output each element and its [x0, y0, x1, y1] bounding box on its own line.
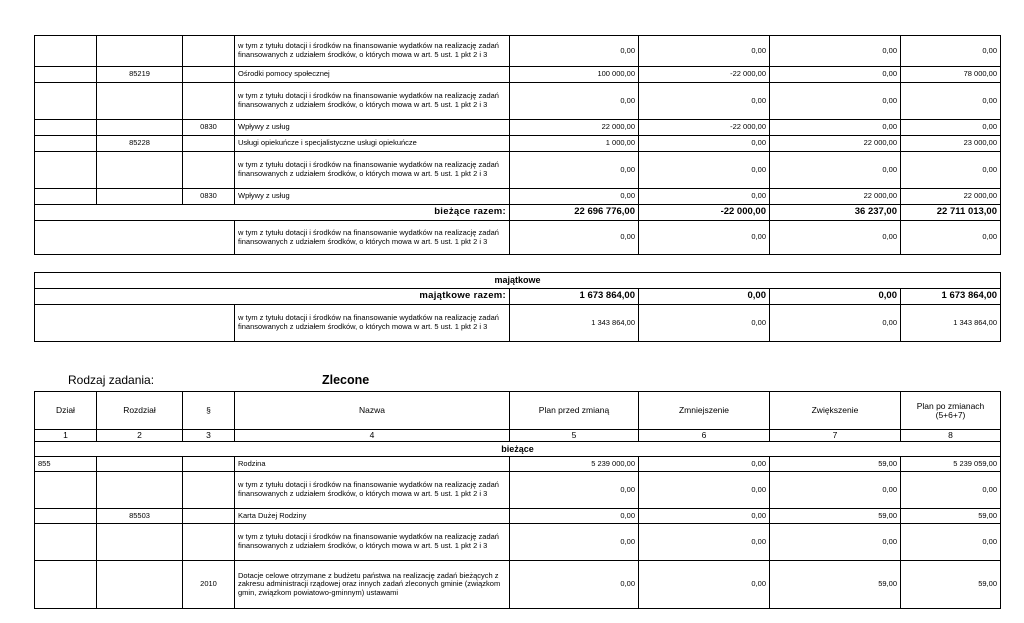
- header-increase: Zwiększenie: [770, 392, 901, 430]
- row-note: w tym z tytułu dotacji i środków na finansowanie wydatków na realizację zadań finansowanych z udziałem środków, o których mowa w art. 5 ust. 1 pkt 2 i 3: [235, 524, 510, 561]
- table-row: [35, 524, 1001, 561]
- cell-plan-before: 1 343 864,00: [510, 305, 639, 342]
- cell-increase: 0,00: [770, 472, 901, 509]
- colnum: 2: [97, 430, 183, 442]
- row-note: w tym z tytułu dotacji i środków na finansowanie wydatków na realizację zadań finansowanych z udziałem środków, o których mowa w art. 5 ust. 1 pkt 2 i 3: [235, 305, 510, 342]
- cell-nazwa: Wpływy z usług: [235, 189, 510, 205]
- cell-plan-after: 0,00: [901, 221, 1001, 255]
- table-row: [35, 472, 1001, 509]
- header-nazwa: Nazwa: [235, 392, 510, 430]
- table-row: [35, 152, 1001, 189]
- cell-plan-after: 0,00: [901, 36, 1001, 67]
- cell-plan-before: 0,00: [510, 189, 639, 205]
- cell-plan-after: 0,00: [901, 83, 1001, 120]
- cell-plan-before: 0,00: [510, 36, 639, 67]
- sum-row-biezace: [35, 205, 1001, 221]
- row-note: w tym z tytułu dotacji i środków na finansowanie wydatków na realizację zadań finansowanych z udziałem środków, o których mowa w art. 5 ust. 1 pkt 2 i 3: [235, 152, 510, 189]
- table-row: [35, 509, 1001, 524]
- cell-decrease: 0,00: [639, 136, 770, 152]
- table-row: [35, 189, 1001, 205]
- cell-plan-after: 78 000,00: [901, 67, 1001, 83]
- cell-increase: 22 000,00: [770, 136, 901, 152]
- header-paragraf: §: [183, 392, 235, 430]
- colnum: 5: [510, 430, 639, 442]
- sum-plan-after: 22 711 013,00: [901, 205, 1001, 221]
- header-plan-after: Plan po zmianach (5+6+7): [901, 392, 1001, 430]
- table-row: [35, 136, 1001, 152]
- table-row: [35, 457, 1001, 472]
- cell-paragraf: 0830: [183, 189, 235, 205]
- cell-decrease: 0,00: [639, 189, 770, 205]
- cell-plan-before: 0,00: [510, 524, 639, 561]
- cell-plan-after: 59,00: [901, 509, 1001, 524]
- cell-decrease: 0,00: [639, 509, 770, 524]
- cell-plan-before: 0,00: [510, 561, 639, 609]
- cell-increase: 0,00: [770, 67, 901, 83]
- cell-decrease: 0,00: [639, 457, 770, 472]
- cell-increase: 0,00: [770, 305, 901, 342]
- cell-plan-after: 0,00: [901, 472, 1001, 509]
- sum-label: bieżące razem:: [35, 205, 510, 221]
- cell-plan-after: 0,00: [901, 524, 1001, 561]
- sum-row-majatkowe: [35, 289, 1001, 305]
- header-decrease: Zmniejszenie: [639, 392, 770, 430]
- cell-plan-after: 0,00: [901, 120, 1001, 136]
- cell-increase: 59,00: [770, 509, 901, 524]
- cell-rozdzial: 85219: [97, 67, 183, 83]
- cell-increase: 22 000,00: [770, 189, 901, 205]
- task-type-label: Rodzaj zadania:: [68, 373, 155, 387]
- cell-plan-before: 5 239 000,00: [510, 457, 639, 472]
- budget-table-zlecone: [34, 391, 1001, 609]
- table-row: [35, 83, 1001, 120]
- cell-nazwa: Usługi opiekuńcze i specjalistyczne usługi opiekuńcze: [235, 136, 510, 152]
- cell-plan-before: 0,00: [510, 152, 639, 189]
- colnum: 7: [770, 430, 901, 442]
- table-row: [35, 561, 1001, 609]
- cell-decrease: 0,00: [639, 36, 770, 67]
- cell-increase: 0,00: [770, 524, 901, 561]
- column-number-row: [35, 430, 1001, 442]
- row-note: w tym z tytułu dotacji i środków na finansowanie wydatków na realizację zadań finansowanych z udziałem środków, o których mowa w art. 5 ust. 1 pkt 2 i 3: [235, 83, 510, 120]
- cell-decrease: 0,00: [639, 472, 770, 509]
- section-title: majątkowe: [35, 273, 1001, 289]
- cell-increase: 0,00: [770, 120, 901, 136]
- cell-increase: 0,00: [770, 152, 901, 189]
- header-plan-before: Plan przed zmianą: [510, 392, 639, 430]
- cell-decrease: -22 000,00: [639, 67, 770, 83]
- colnum: 4: [235, 430, 510, 442]
- cell-plan-after: 23 000,00: [901, 136, 1001, 152]
- cell-plan-before: 0,00: [510, 509, 639, 524]
- cell-increase: 0,00: [770, 221, 901, 255]
- cell-increase: 0,00: [770, 83, 901, 120]
- cell-plan-before: 100 000,00: [510, 67, 639, 83]
- colnum: 1: [35, 430, 97, 442]
- table-row: [35, 67, 1001, 83]
- sum-label: majątkowe razem:: [35, 289, 510, 305]
- sum-decrease: 0,00: [639, 289, 770, 305]
- cell-nazwa: Ośrodki pomocy społecznej: [235, 67, 510, 83]
- task-type-value: Zlecone: [322, 373, 370, 387]
- cell-decrease: -22 000,00: [639, 120, 770, 136]
- cell-plan-after: 22 000,00: [901, 189, 1001, 205]
- cell-paragraf: 2010: [183, 561, 235, 609]
- budget-table-majatkowe: [34, 272, 1001, 342]
- table-row: [35, 305, 1001, 342]
- table-row: [35, 221, 1001, 255]
- table-row: [35, 120, 1001, 136]
- cell-nazwa: Rodzina: [235, 457, 510, 472]
- colnum: 8: [901, 430, 1001, 442]
- cell-plan-before: 1 000,00: [510, 136, 639, 152]
- cell-plan-after: 5 239 059,00: [901, 457, 1001, 472]
- cell-increase: 0,00: [770, 36, 901, 67]
- row-note: w tym z tytułu dotacji i środków na finansowanie wydatków na realizację zadań finansowanych z udziałem środków, o których mowa w art. 5 ust. 1 pkt 2 i 3: [235, 472, 510, 509]
- cell-plan-after: 0,00: [901, 152, 1001, 189]
- cell-decrease: 0,00: [639, 561, 770, 609]
- colnum: 6: [639, 430, 770, 442]
- cell-paragraf: 0830: [183, 120, 235, 136]
- cell-decrease: 0,00: [639, 83, 770, 120]
- cell-plan-before: 0,00: [510, 83, 639, 120]
- header-row: [35, 392, 1001, 430]
- cell-nazwa: Karta Dużej Rodziny: [235, 509, 510, 524]
- cell-rozdzial: 85503: [97, 509, 183, 524]
- cell-decrease: 0,00: [639, 152, 770, 189]
- cell-nazwa: Wpływy z usług: [235, 120, 510, 136]
- sum-plan-after: 1 673 864,00: [901, 289, 1001, 305]
- cell-plan-before: 22 000,00: [510, 120, 639, 136]
- cell-increase: 59,00: [770, 561, 901, 609]
- cell-nazwa: Dotacje celowe otrzymane z budżetu państwa na realizację zadań bieżących z zakresu administracji rządowej oraz innych zadań zleconych gminie (związkom gmin, związkom powiatowo-gminnym) ustawami: [235, 561, 510, 609]
- cell-rozdzial: 85228: [97, 136, 183, 152]
- row-note: w tym z tytułu dotacji i środków na finansowanie wydatków na realizację zadań finansowanych z udziałem środków, o których mowa w art. 5 ust. 1 pkt 2 i 3: [235, 36, 510, 67]
- cell-plan-before: 0,00: [510, 221, 639, 255]
- sum-decrease: -22 000,00: [639, 205, 770, 221]
- cell-decrease: 0,00: [639, 221, 770, 255]
- sum-plan-before: 1 673 864,00: [510, 289, 639, 305]
- cell-decrease: 0,00: [639, 524, 770, 561]
- cell-decrease: 0,00: [639, 305, 770, 342]
- header-rozdzial: Rozdział: [97, 392, 183, 430]
- cell-plan-before: 0,00: [510, 472, 639, 509]
- header-dzial: Dział: [35, 392, 97, 430]
- table-row: [35, 36, 1001, 67]
- sum-plan-before: 22 696 776,00: [510, 205, 639, 221]
- section-row: [35, 442, 1001, 457]
- sum-increase: 36 237,00: [770, 205, 901, 221]
- colnum: 3: [183, 430, 235, 442]
- sum-increase: 0,00: [770, 289, 901, 305]
- cell-dzial: 855: [35, 457, 97, 472]
- budget-table-continued: [34, 35, 1001, 255]
- cell-increase: 59,00: [770, 457, 901, 472]
- row-note: w tym z tytułu dotacji i środków na finansowanie wydatków na realizację zadań finansowanych z udziałem środków, o których mowa w art. 5 ust. 1 pkt 2 i 3: [235, 221, 510, 255]
- cell-plan-after: 59,00: [901, 561, 1001, 609]
- section-row: [35, 273, 1001, 289]
- cell-plan-after: 1 343 864,00: [901, 305, 1001, 342]
- section-title: bieżące: [35, 442, 1001, 457]
